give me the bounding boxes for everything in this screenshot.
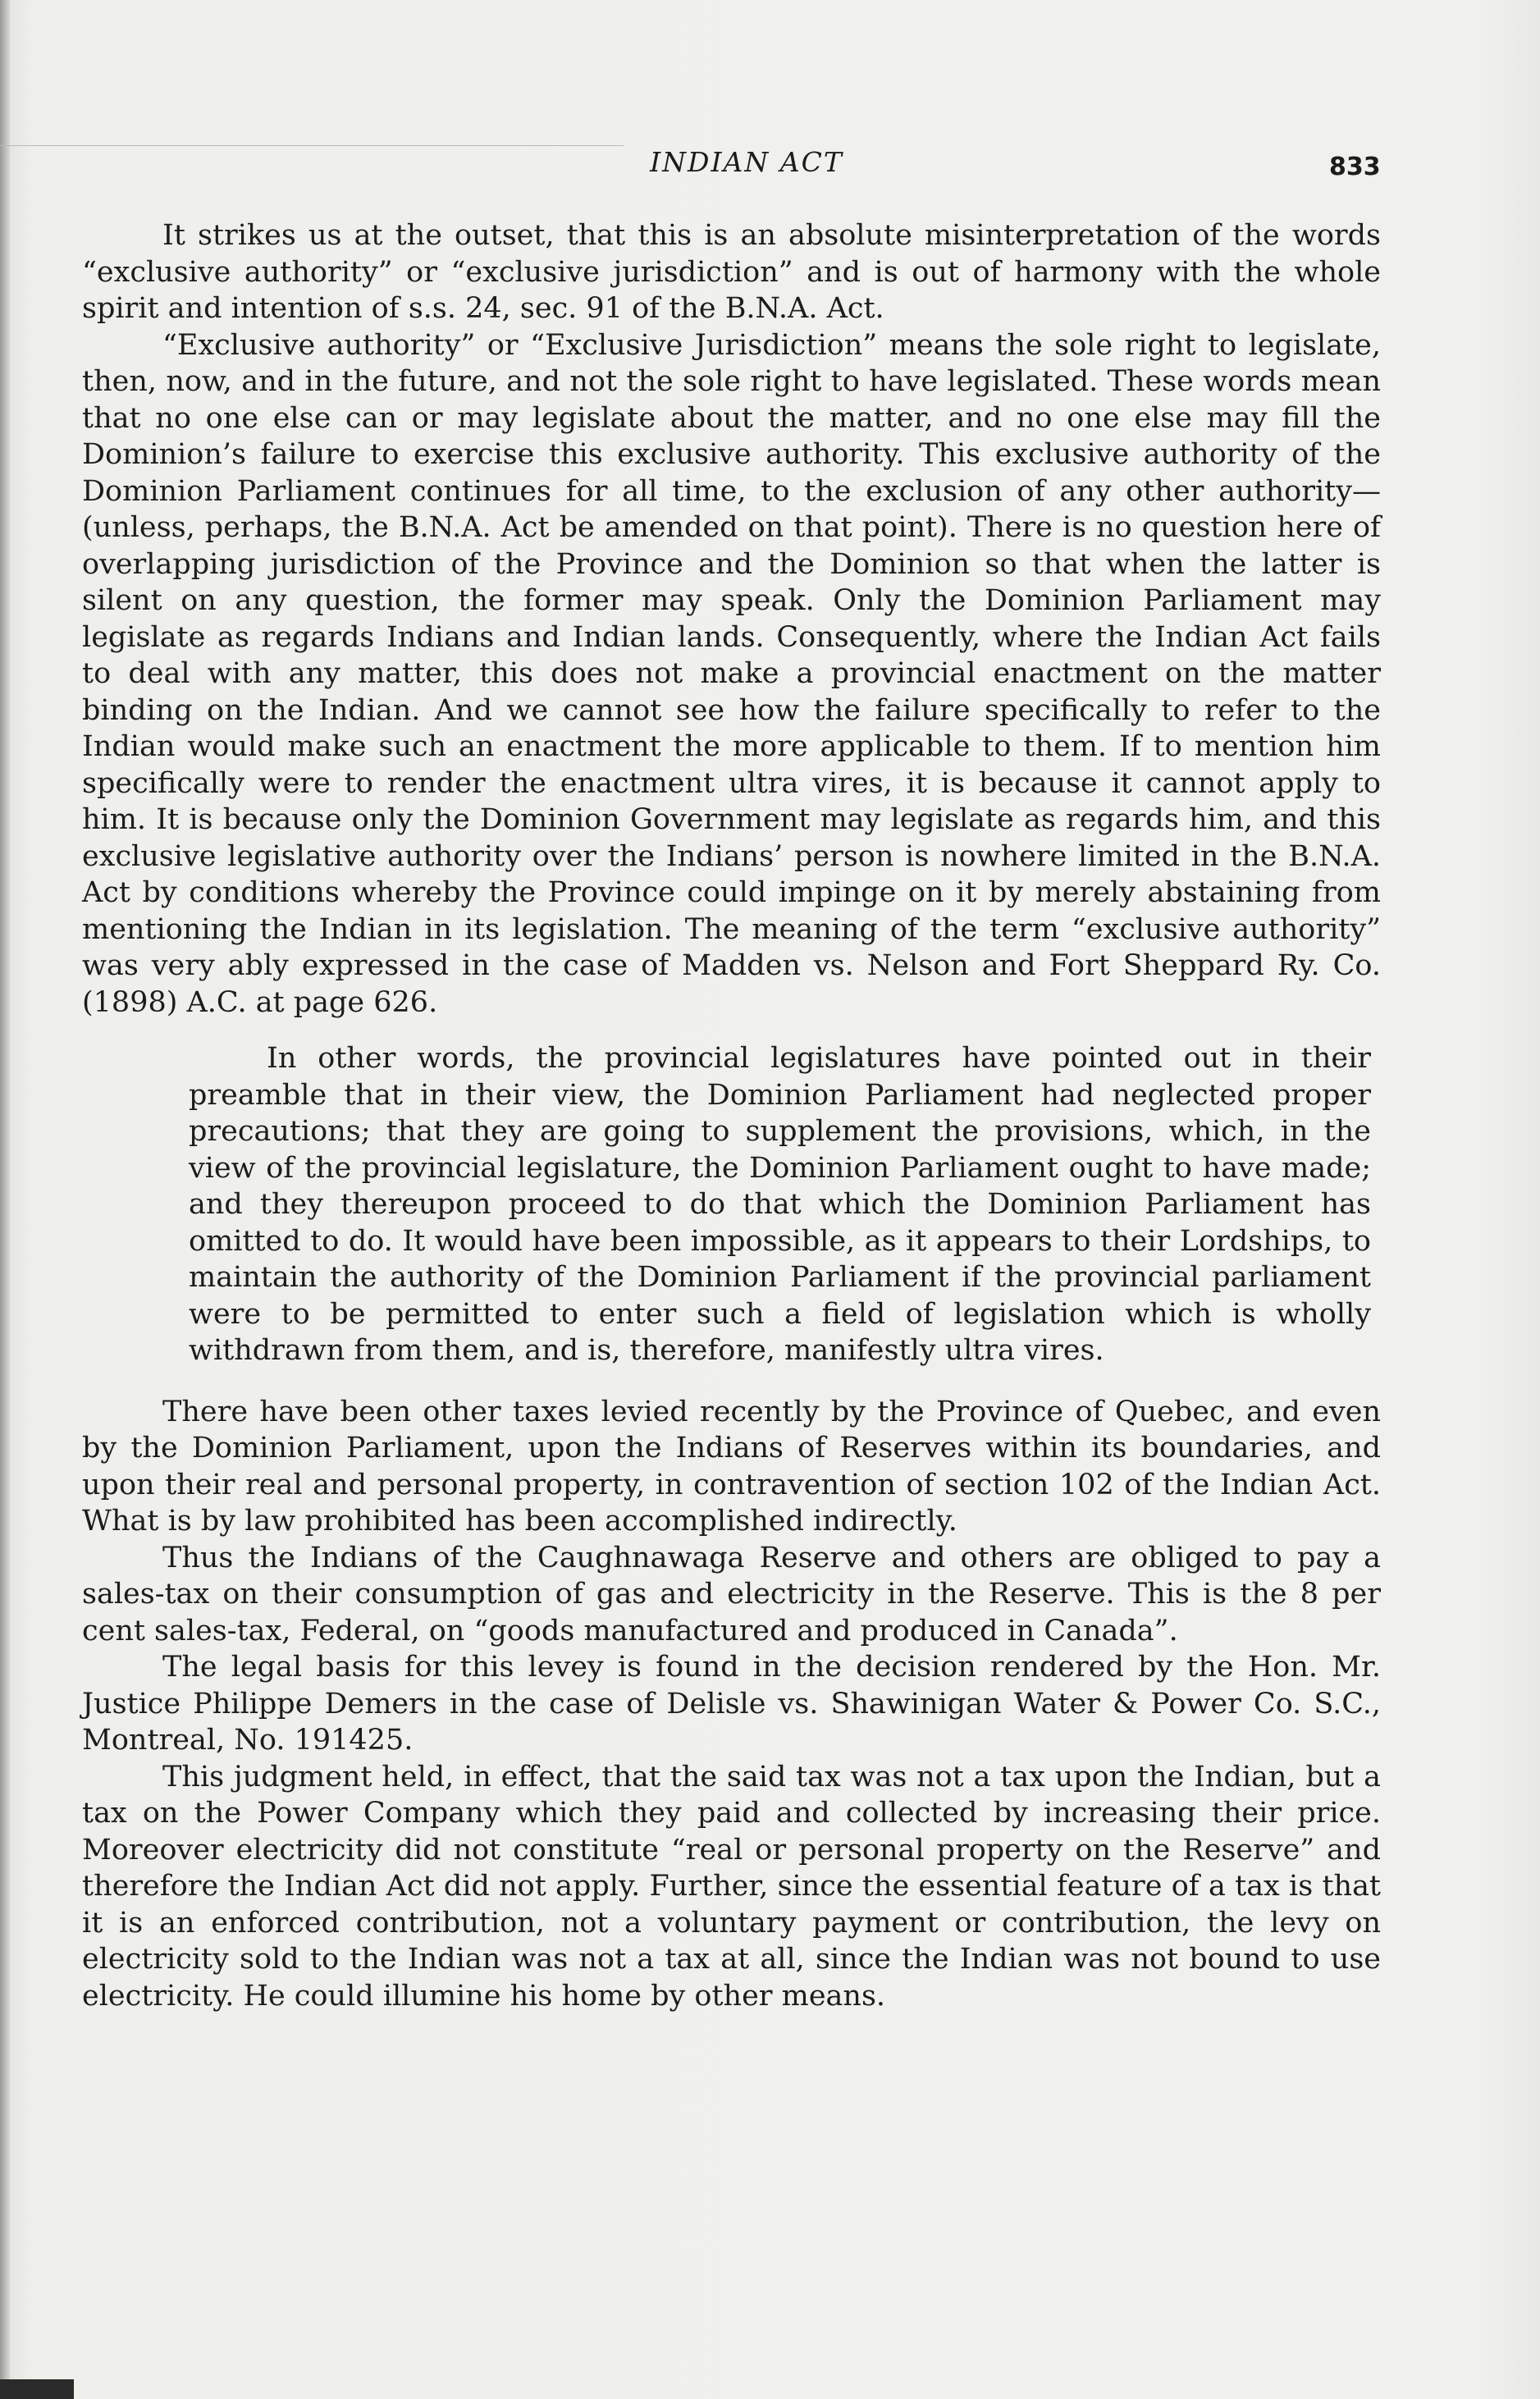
paragraph: This judgment held, in effect, that the said tax was not a tax upon the Indian, but a tax on the Power Company which they paid and collected by increasing their price. Moreover electricity did not constitute “real or personal property on the Reserve” and therefore the Indian Act did not apply. Further, since the essential feature of a tax is that it is an enforced contribution, not a voluntary payment or contribution, the levy on electricity sold to the Indian was not a tax at all, since the Indian was not bound to use electricity. He could illumine his home by other means. [82,1760,1381,2013]
paragraph: It strikes us at the outset, that this is an absolute misinterpretation of the words “exclusive authority” or “exclusive jurisdiction” and is out of harmony with the whole spirit and intention of s.s. 24, sec. 91 of the B.N.A. Act. [82,219,1381,325]
page-header [0,146,1540,187]
paragraph: The legal basis for this levey is found in the decision rendered by the Hon. Mr. Justice Philippe Demers in the case of Delisle vs. Shawinigan Water & Power Co. S.C., Montreal, No. 191425. [82,1651,1381,1757]
paragraph: Thus the Indians of the Caughnawaga Reserve and others are obliged to pay a sales-tax on their consumption of gas and electricity in the Reserve. This is the 8 per cent sales-tax, Federal, on “goods manufactured and produced in Canada”. [82,1541,1381,1647]
paragraph: There have been other taxes levied recently by the Province of Quebec, and even by the Dominion Parliament, upon the Indians of Reserves within its boundaries, and upon their real and personal property, in contravention of section 102 of the Indian Act. What is by law prohibited has been accomplished indirectly. [82,1395,1381,1538]
binding-edge [0,0,10,2399]
page-number: 833 [1329,153,1381,181]
running-head: INDIAN ACT [650,146,843,178]
paragraph: “Exclusive authority” or “Exclusive Jurisdiction” means the sole right to legislate, then, now, and in the future, and not the sole right to have legislated. These words mean that no one else can or may legislate about the matter, and no one else may fill the Dominion’s failure to exercise this exclusive authority. This exclusive authority of the Dominion Parliament continues for all time, to the exclusion of any other authority—(unless, perhaps, the B.N.A. Act be amended on that point). There is no question here of overlapping jurisdiction of the Province and the Dominion so that when the latter is silent on any question, the former may speak. Only the Dominion Parliament may legislate as regards Indians and Indian lands. Consequently, where the Indian Act fails to deal with any matter, this does not make a provincial enactment on the matter binding on the Indian. And we cannot see how the failure specifically to refer to the Indian would make such an enactment the more applicable to them. If to mention him specifically were to render the enactment ultra vires, it is because it cannot apply to him. It is because only the Dominion Government may legislate as regards him, and this exclusive legislative authority over the Indians’ person is nowhere limited in the B.N.A. Act by conditions whereby the Province could impinge on it by merely abstaining from mentioning the Indian in its legislation. The meaning of the term “exclusive authority” was very ably expressed in the case of Madden vs. Nelson and Fort Sheppard Ry. Co. (1898) A.C. at page 626. [82,328,1381,1019]
scan-edge-mark [0,2379,74,2399]
body-text [82,217,1381,2014]
block-quote: In other words, the provincial legislatures have pointed out in their preamble that in their view, the Dominion Parliament had neglected proper precautions; that they are going to supplement the provisions, which, in the view of the provincial legislature, the Dominion Parliament ought to have made; and they thereupon proceed to do that which the Dominion Parliament has omitted to do. It would have been impossible, as it appears to their Lordships, to maintain the authority of the Dominion Parliament if the provincial parliament were to be permitted to enter such a field of legislation which is wholly withdrawn from them, and is, therefore, manifestly ultra vires. [189,1042,1371,1367]
